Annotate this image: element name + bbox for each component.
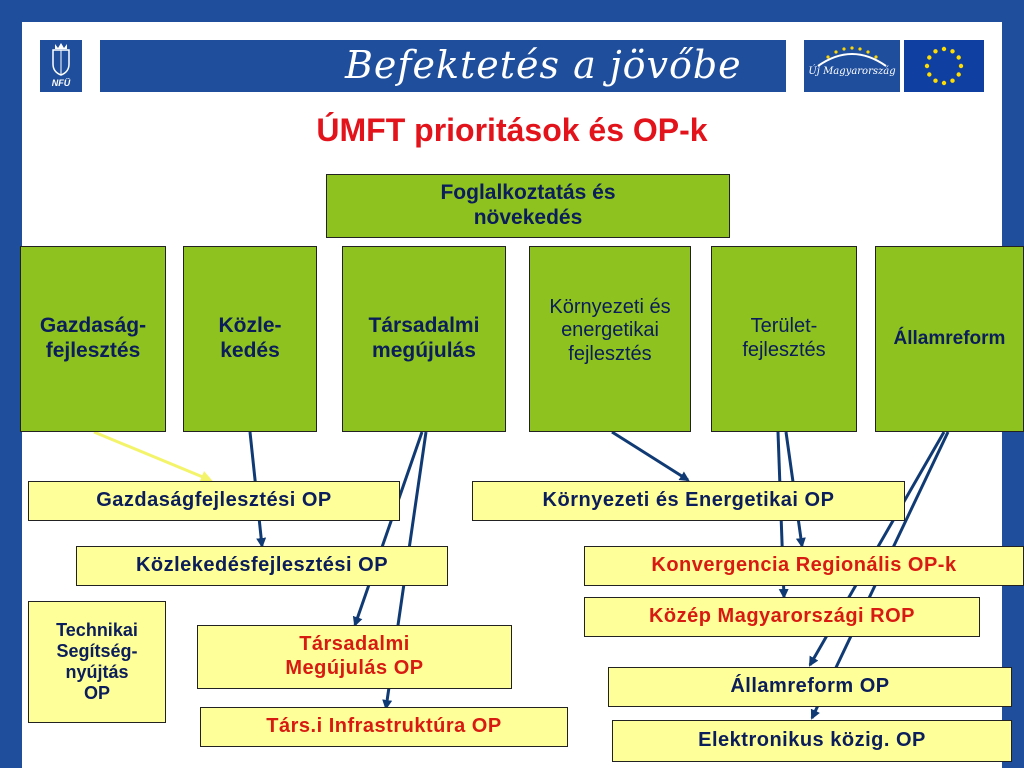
- op-box-kmop: [584, 597, 980, 637]
- priority-label-line: megújulás: [372, 339, 476, 362]
- op-label: Gazdaságfejlesztési OP: [96, 489, 332, 512]
- priority-label-line: Terület-: [750, 315, 818, 338]
- priority-kornyezeti-energetikai: [529, 246, 691, 432]
- op-label: Konvergencia Regionális OP-k: [651, 554, 957, 577]
- priority-label-line: Gazdaság-: [39, 314, 147, 338]
- op-box-konvergencia-rop: [584, 546, 1024, 586]
- op-label: Államreform OP: [730, 675, 890, 698]
- priority-label-line: Környezeti és: [549, 295, 671, 318]
- op-label-line: OP: [83, 683, 110, 704]
- priority-allamreform: [875, 246, 1024, 432]
- op-label: Társ.i Infrastruktúra OP: [266, 715, 502, 738]
- priority-label-line: Társadalmi: [368, 314, 480, 338]
- op-label-line: Megújulás OP: [285, 657, 424, 679]
- goal-line-1: Foglalkoztatás és: [440, 181, 616, 205]
- op-box-gop: [28, 481, 400, 521]
- op-box-tamop: [197, 625, 512, 689]
- priority-label-line: fejlesztés: [45, 339, 141, 362]
- op-label-line: nyújtás: [65, 662, 129, 682]
- op-box-ekop: [612, 720, 1012, 762]
- priority-label-line: Közle-: [218, 314, 282, 338]
- op-box-kozop: [76, 546, 448, 586]
- priority-gazdasagfejlesztes: [20, 246, 166, 432]
- priority-label-line: energetikai: [561, 319, 659, 342]
- op-label: Környezeti és Energetikai OP: [542, 489, 835, 512]
- op-label-line: Segítség-: [56, 640, 138, 661]
- arrow-gazdasag-to-gop: [94, 432, 210, 480]
- op-box-technikai-segitsegnyujtas: [28, 601, 166, 723]
- op-label: Közlekedésfejlesztési OP: [135, 554, 389, 577]
- nfu-logo-text: NFÜ: [51, 78, 71, 88]
- op-label: Elektronikus közig. OP: [698, 729, 926, 752]
- goal-box: [326, 174, 730, 238]
- op-label: Közép Magyarországi ROP: [648, 605, 915, 628]
- priority-teruletfejlesztes: [711, 246, 857, 432]
- priority-label-line: kedés: [220, 339, 280, 362]
- priority-label-line: Államreform: [893, 327, 1006, 349]
- arrow-kornyezeti-to-keop: [612, 432, 688, 480]
- op-label-line: Társadalmi: [299, 633, 410, 656]
- op-box-tiop: [200, 707, 568, 747]
- op-box-amop: [608, 667, 1012, 707]
- priority-tarsadalmi-megujulas: [342, 246, 506, 432]
- priority-kozlekedes: [183, 246, 317, 432]
- page-title: ÚMFT prioritások és OP-k: [316, 112, 708, 148]
- op-box-keop: [472, 481, 905, 521]
- op-label-line: Technikai: [56, 619, 138, 640]
- goal-line-2: növekedés: [473, 206, 583, 229]
- slogan-text: Befektetés a jövőbe: [345, 43, 742, 87]
- priority-label-line: fejlesztés: [568, 342, 652, 365]
- priority-label-line: fejlesztés: [742, 339, 826, 361]
- uj-logo-text: Új Magyarország: [808, 66, 896, 77]
